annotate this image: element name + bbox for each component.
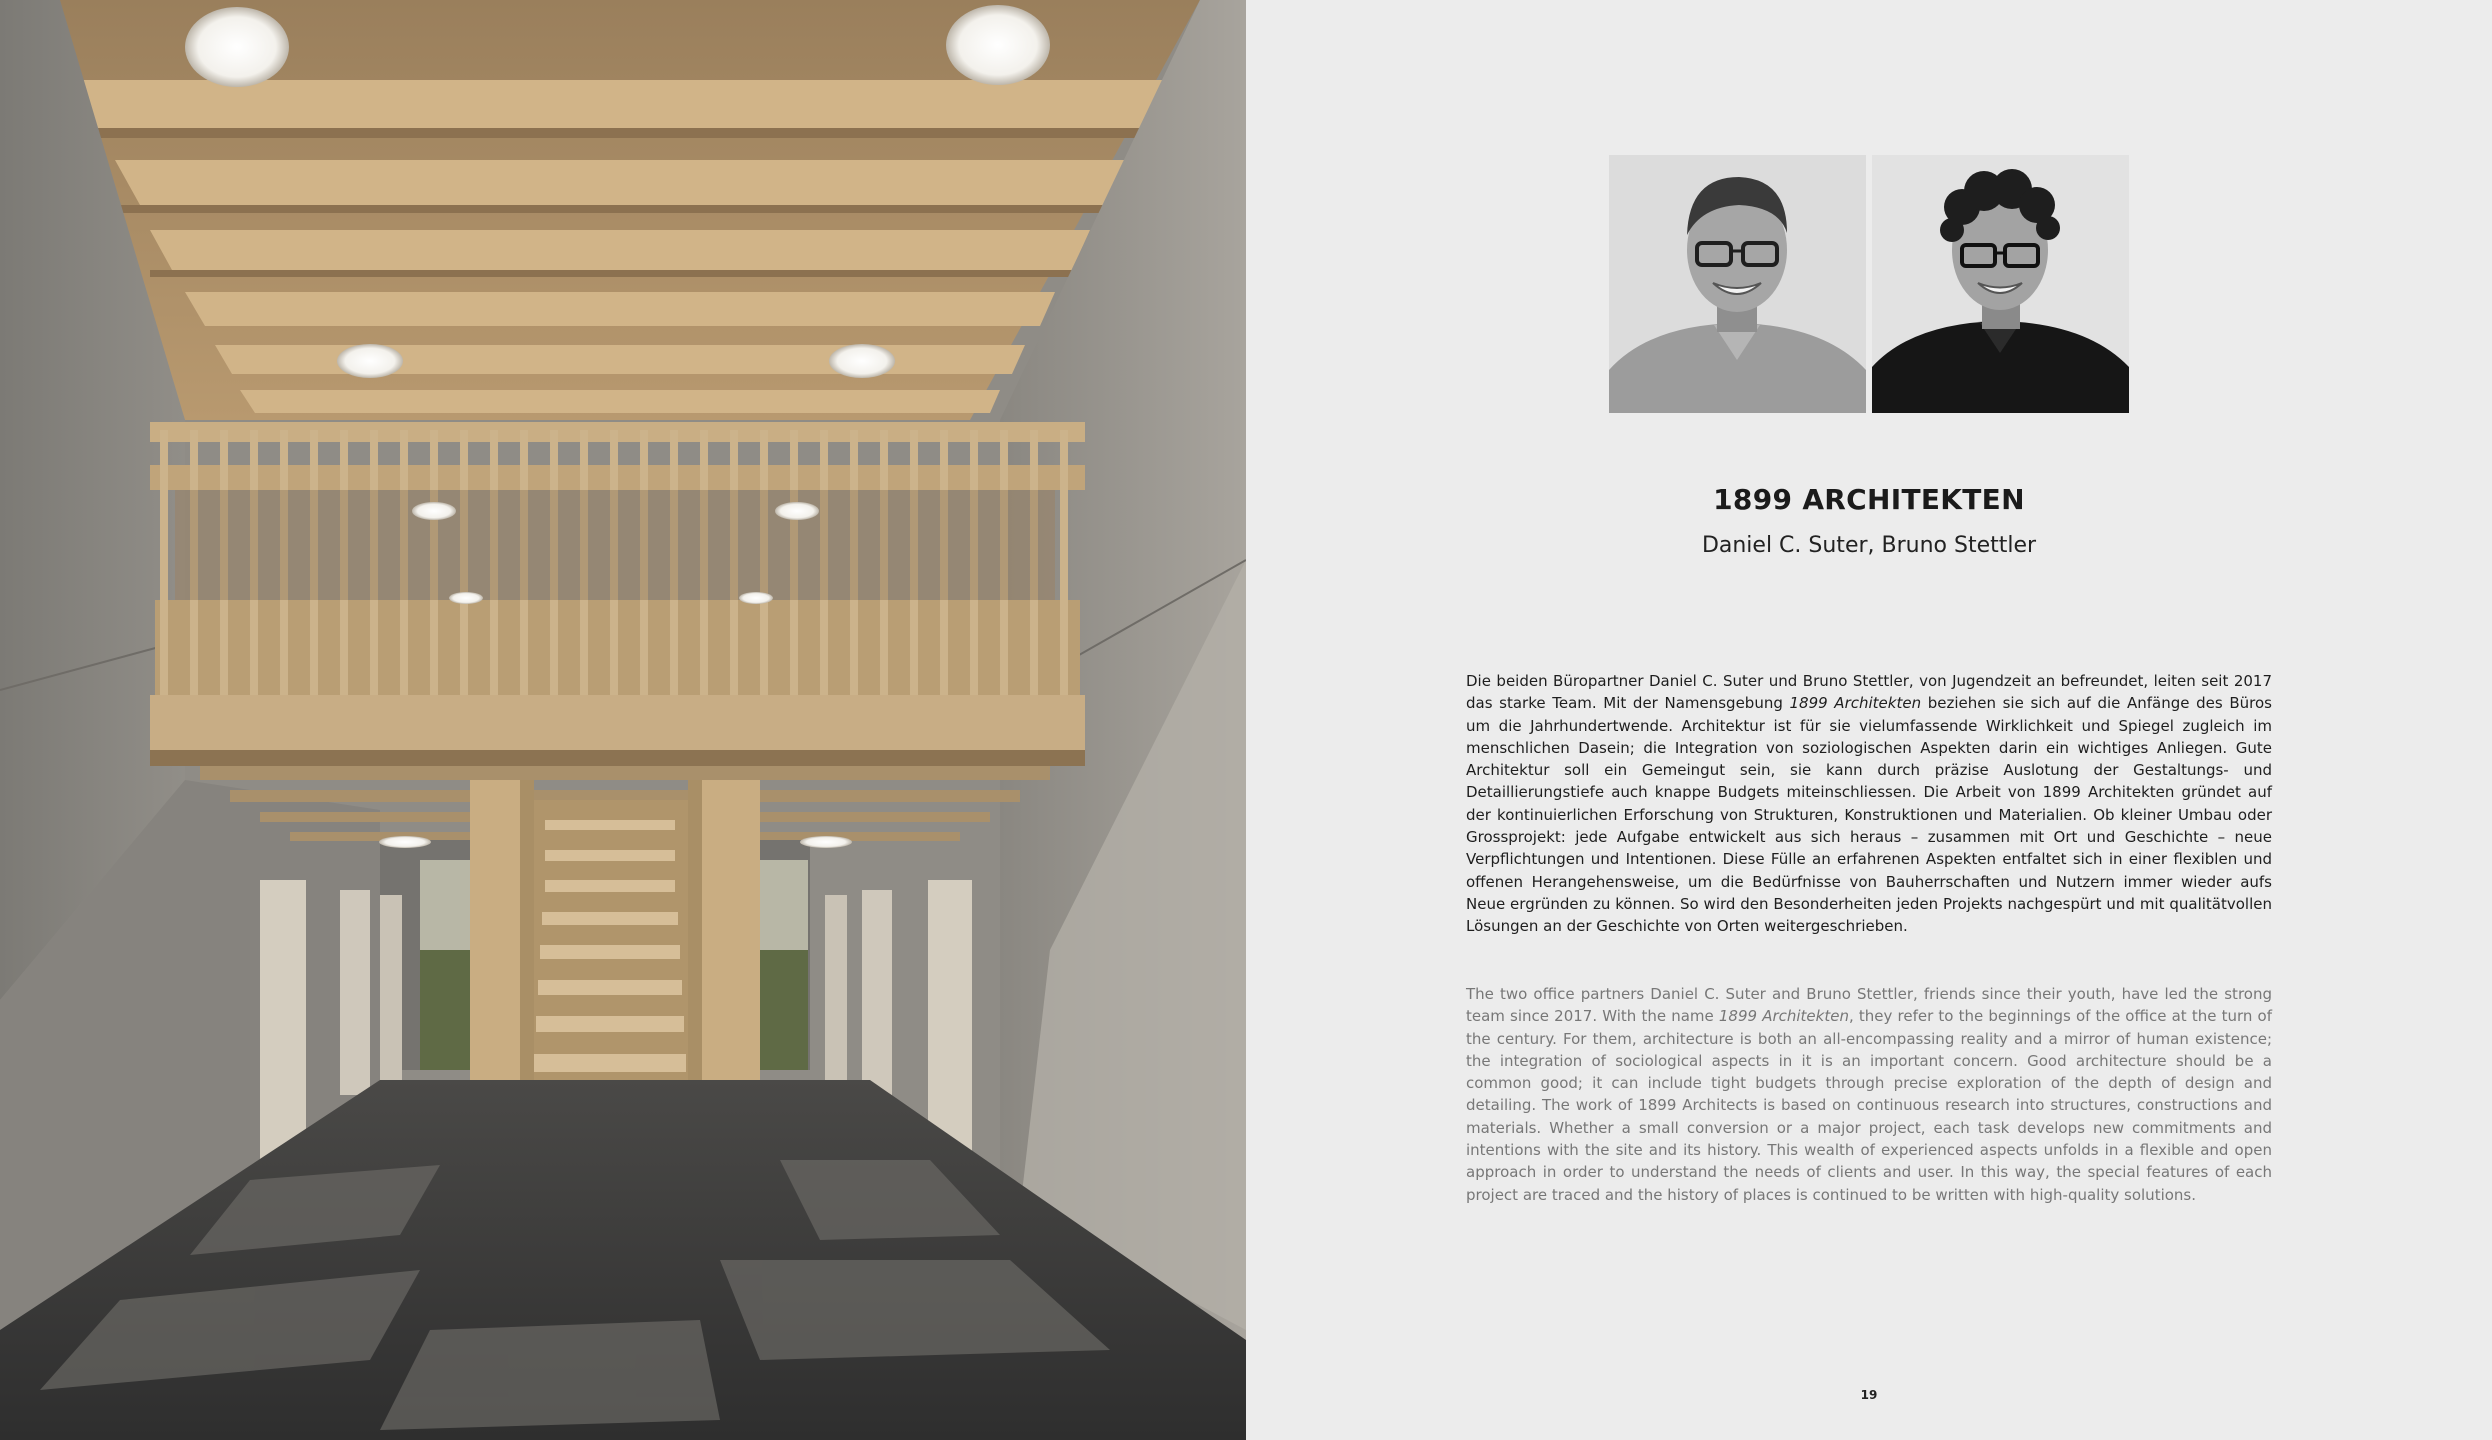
body-text-english-part2: , they refer to the beginnings of the office at the turn of the century. For them, architecture is both an all-encompassing reality and a mirror of human existence; the integration of sociological aspects in it is an important concern. Good architecture should be a common good; it can include tight budgets through precise exploration of the depth of design and detailing. The work of 1899 Architects is based on continuous research into structures, constructions and materials. Whether a small conversion or a major project, each task develops new commitments and intentions with the site and its history. This wealth of experienced aspects unfolds in a flexible and open approach in order to understand the needs of clients and user. In this way, the special features of each project are traced and the history of places is continued to be written with high-quality solutions. [1466, 1007, 2272, 1204]
portrait-row [1609, 155, 2129, 413]
page-number: 19 [1860, 1388, 1878, 1402]
page-title: 1899 ARCHITEKTEN [1713, 483, 2025, 516]
portrait-bruno-stettler [1872, 155, 2129, 413]
body-text-german [1466, 670, 2272, 938]
body-text-english-emphasis: 1899 Architekten [1718, 1007, 1849, 1026]
body-text-german-emphasis: 1899 Architekten [1789, 694, 1922, 713]
body-text-english-part1: The two office partners Daniel C. Suter and Bruno Stettler, friends since their youth, have led the strong team since 2017. With the name [1466, 985, 2272, 1026]
body-text-german-part1: Die beiden Büropartner Daniel C. Suter und Bruno Stettler, von Jugendzeit an befreundet, leiten seit 2017 das starke Team. Mit der Namensgebung [1466, 672, 2272, 713]
text-page [1246, 0, 2492, 1440]
page-subtitle: Daniel C. Suter, Bruno Stettler [1701, 533, 2037, 558]
body-text-english [1466, 983, 2272, 1206]
portrait-daniel-suter [1609, 155, 1866, 413]
body-text-german-part2: beziehen sie sich auf die Anfänge des Büros um die Jahrhundertwende. Architektur ist für sie vielumfassende Wirklichkeit und Spiegel zugleich im menschlichen Dasein; die Integration von soziologischen Aspekten darin ein wichtiges Anliegen. Gute Architektur soll ein Gemeingut sein, sie kann durch präzise Auslotung der Gestaltungs- und Detaillierungstiefe auch knappe Budgets miteinschliessen. Die Arbeit von 1899 Architekten gründet auf der kontinuierlichen Erforschung von Strukturen, Konstruktionen und Materialien. Ob kleiner Umbau oder Grossprojekt: jede Aufgabe entwickelt aus sich heraus – zusammen mit Ort und Geschichte – neue Verpflichtungen und Intentionen. Diese Fülle an erfahrenen Aspekten entfaltet sich in einer flexiblen und offenen Herangehensweise, um die Bedürfnisse von Bauherrschaften und Nutzern immer wieder aufs Neue ergründen zu können. So wird den Besonderheiten jeden Projekts nachgespürt und mit qualitätvollen Lösungen an der Geschichte von Orten weitergeschrieben. [1466, 694, 2272, 936]
